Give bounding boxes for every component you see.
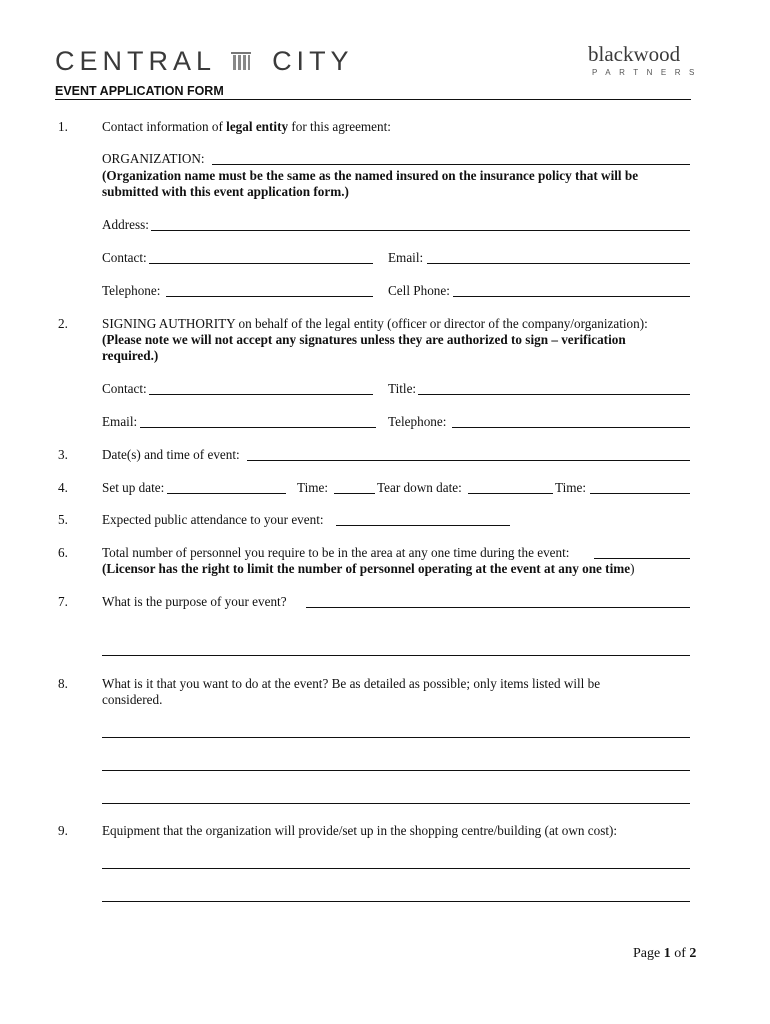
section-6-number: 6. — [58, 545, 68, 560]
page-number — [633, 946, 696, 962]
address-field[interactable] — [151, 230, 690, 231]
personnel-note-bold: (Licensor has the right to limit the number of personnel operating at the event at any one time — [102, 561, 631, 576]
activities-label-line-2: considered. — [102, 692, 163, 707]
signing-email-label: Email: — [102, 414, 138, 429]
activities-field-line-1[interactable] — [102, 737, 690, 738]
central-city-logo — [55, 46, 354, 77]
section-2-note-line-1: (Please note we will not accept any signatures unless they are authorized to sign – verification — [102, 332, 626, 347]
purpose-label: What is the purpose of your event? — [102, 594, 287, 609]
purpose-field-line-2[interactable] — [102, 655, 690, 656]
section-9-number: 9. — [58, 823, 68, 838]
personnel-label: Total number of personnel you require to be in the area at any one time during the event: — [102, 545, 570, 560]
telephone-label: Telephone: — [102, 283, 161, 298]
activities-label-line-1: What is it that you want to do at the event? Be as detailed as possible; only items listed will be — [102, 676, 601, 691]
partners-logo-subtext: PARTNERS — [592, 68, 703, 77]
personnel-field[interactable] — [594, 558, 690, 559]
signing-telephone-label: Telephone: — [388, 414, 447, 429]
personnel-note-close: ) — [630, 561, 635, 576]
personnel-note — [102, 561, 634, 577]
signing-email-field[interactable] — [140, 427, 376, 428]
email-label: Email: — [388, 250, 424, 265]
pillar-icon — [230, 50, 252, 72]
section-7-number: 7. — [58, 594, 68, 609]
blackwood-logo: blackwood — [588, 42, 681, 66]
email-field[interactable] — [427, 263, 690, 264]
signing-title-field[interactable] — [418, 394, 690, 395]
section-1-number: 1. — [58, 119, 68, 134]
signing-contact-field[interactable] — [149, 394, 373, 395]
section-2-intro: SIGNING AUTHORITY on behalf of the legal entity (officer or director of the company/organization): — [102, 316, 648, 331]
logo-text-city: CITY — [272, 46, 354, 76]
section-1-intro-a: Contact information of — [102, 119, 227, 134]
setup-date-label: Set up date: — [102, 480, 165, 495]
teardown-time-field[interactable] — [590, 493, 690, 494]
logo-text-central: CENTRAL — [55, 46, 216, 76]
contact-field[interactable] — [149, 263, 373, 264]
teardown-time-label: Time: — [555, 480, 587, 495]
activities-field-line-3[interactable] — [102, 803, 690, 804]
event-date-field[interactable] — [247, 460, 690, 461]
equipment-field-line-2[interactable] — [102, 901, 690, 902]
section-4-number: 4. — [58, 480, 68, 495]
attendance-field[interactable] — [336, 525, 510, 526]
page-word: Page — [633, 946, 664, 961]
cell-phone-label: Cell Phone: — [388, 283, 450, 298]
section-5-number: 5. — [58, 512, 68, 527]
signing-title-label: Title: — [388, 381, 417, 396]
section-3-number: 3. — [58, 447, 68, 462]
section-2-note-line-2: required.) — [102, 348, 159, 363]
activities-field-line-2[interactable] — [102, 770, 690, 771]
form-title: EVENT APPLICATION FORM — [55, 84, 224, 98]
section-1-intro-bold: legal entity — [226, 119, 289, 134]
section-2-number: 2. — [58, 316, 68, 331]
title-rule — [55, 99, 691, 100]
event-date-label: Date(s) and time of event: — [102, 447, 240, 462]
section-8-number: 8. — [58, 676, 68, 691]
section-1-intro-b: for this agreement: — [288, 119, 391, 134]
page-current: 1 — [663, 946, 671, 961]
organization-note-line-2: submitted with this event application form.) — [102, 184, 349, 199]
organization-label: ORGANIZATION: — [102, 151, 205, 166]
address-label: Address: — [102, 217, 149, 232]
setup-time-field[interactable] — [334, 493, 375, 494]
equipment-label: Equipment that the organization will provide/set up in the shopping centre/building (at own cost): — [102, 823, 618, 838]
setup-time-label: Time: — [297, 480, 329, 495]
signing-contact-label: Contact: — [102, 381, 147, 396]
signing-telephone-field[interactable] — [452, 427, 690, 428]
purpose-field-line-1[interactable] — [306, 607, 690, 608]
organization-field[interactable] — [212, 164, 690, 165]
setup-date-field[interactable] — [167, 493, 286, 494]
attendance-label: Expected public attendance to your event: — [102, 512, 324, 527]
cell-phone-field[interactable] — [453, 296, 690, 297]
page-total: 2 — [689, 946, 697, 961]
telephone-field[interactable] — [166, 296, 373, 297]
teardown-date-label: Tear down date: — [377, 480, 462, 495]
organization-note-line-1: (Organization name must be the same as the named insured on the insurance policy that will be — [102, 168, 639, 183]
equipment-field-line-1[interactable] — [102, 868, 690, 869]
contact-label: Contact: — [102, 250, 147, 265]
page-of: of — [670, 946, 690, 961]
teardown-date-field[interactable] — [468, 493, 553, 494]
section-1-intro — [102, 119, 391, 135]
